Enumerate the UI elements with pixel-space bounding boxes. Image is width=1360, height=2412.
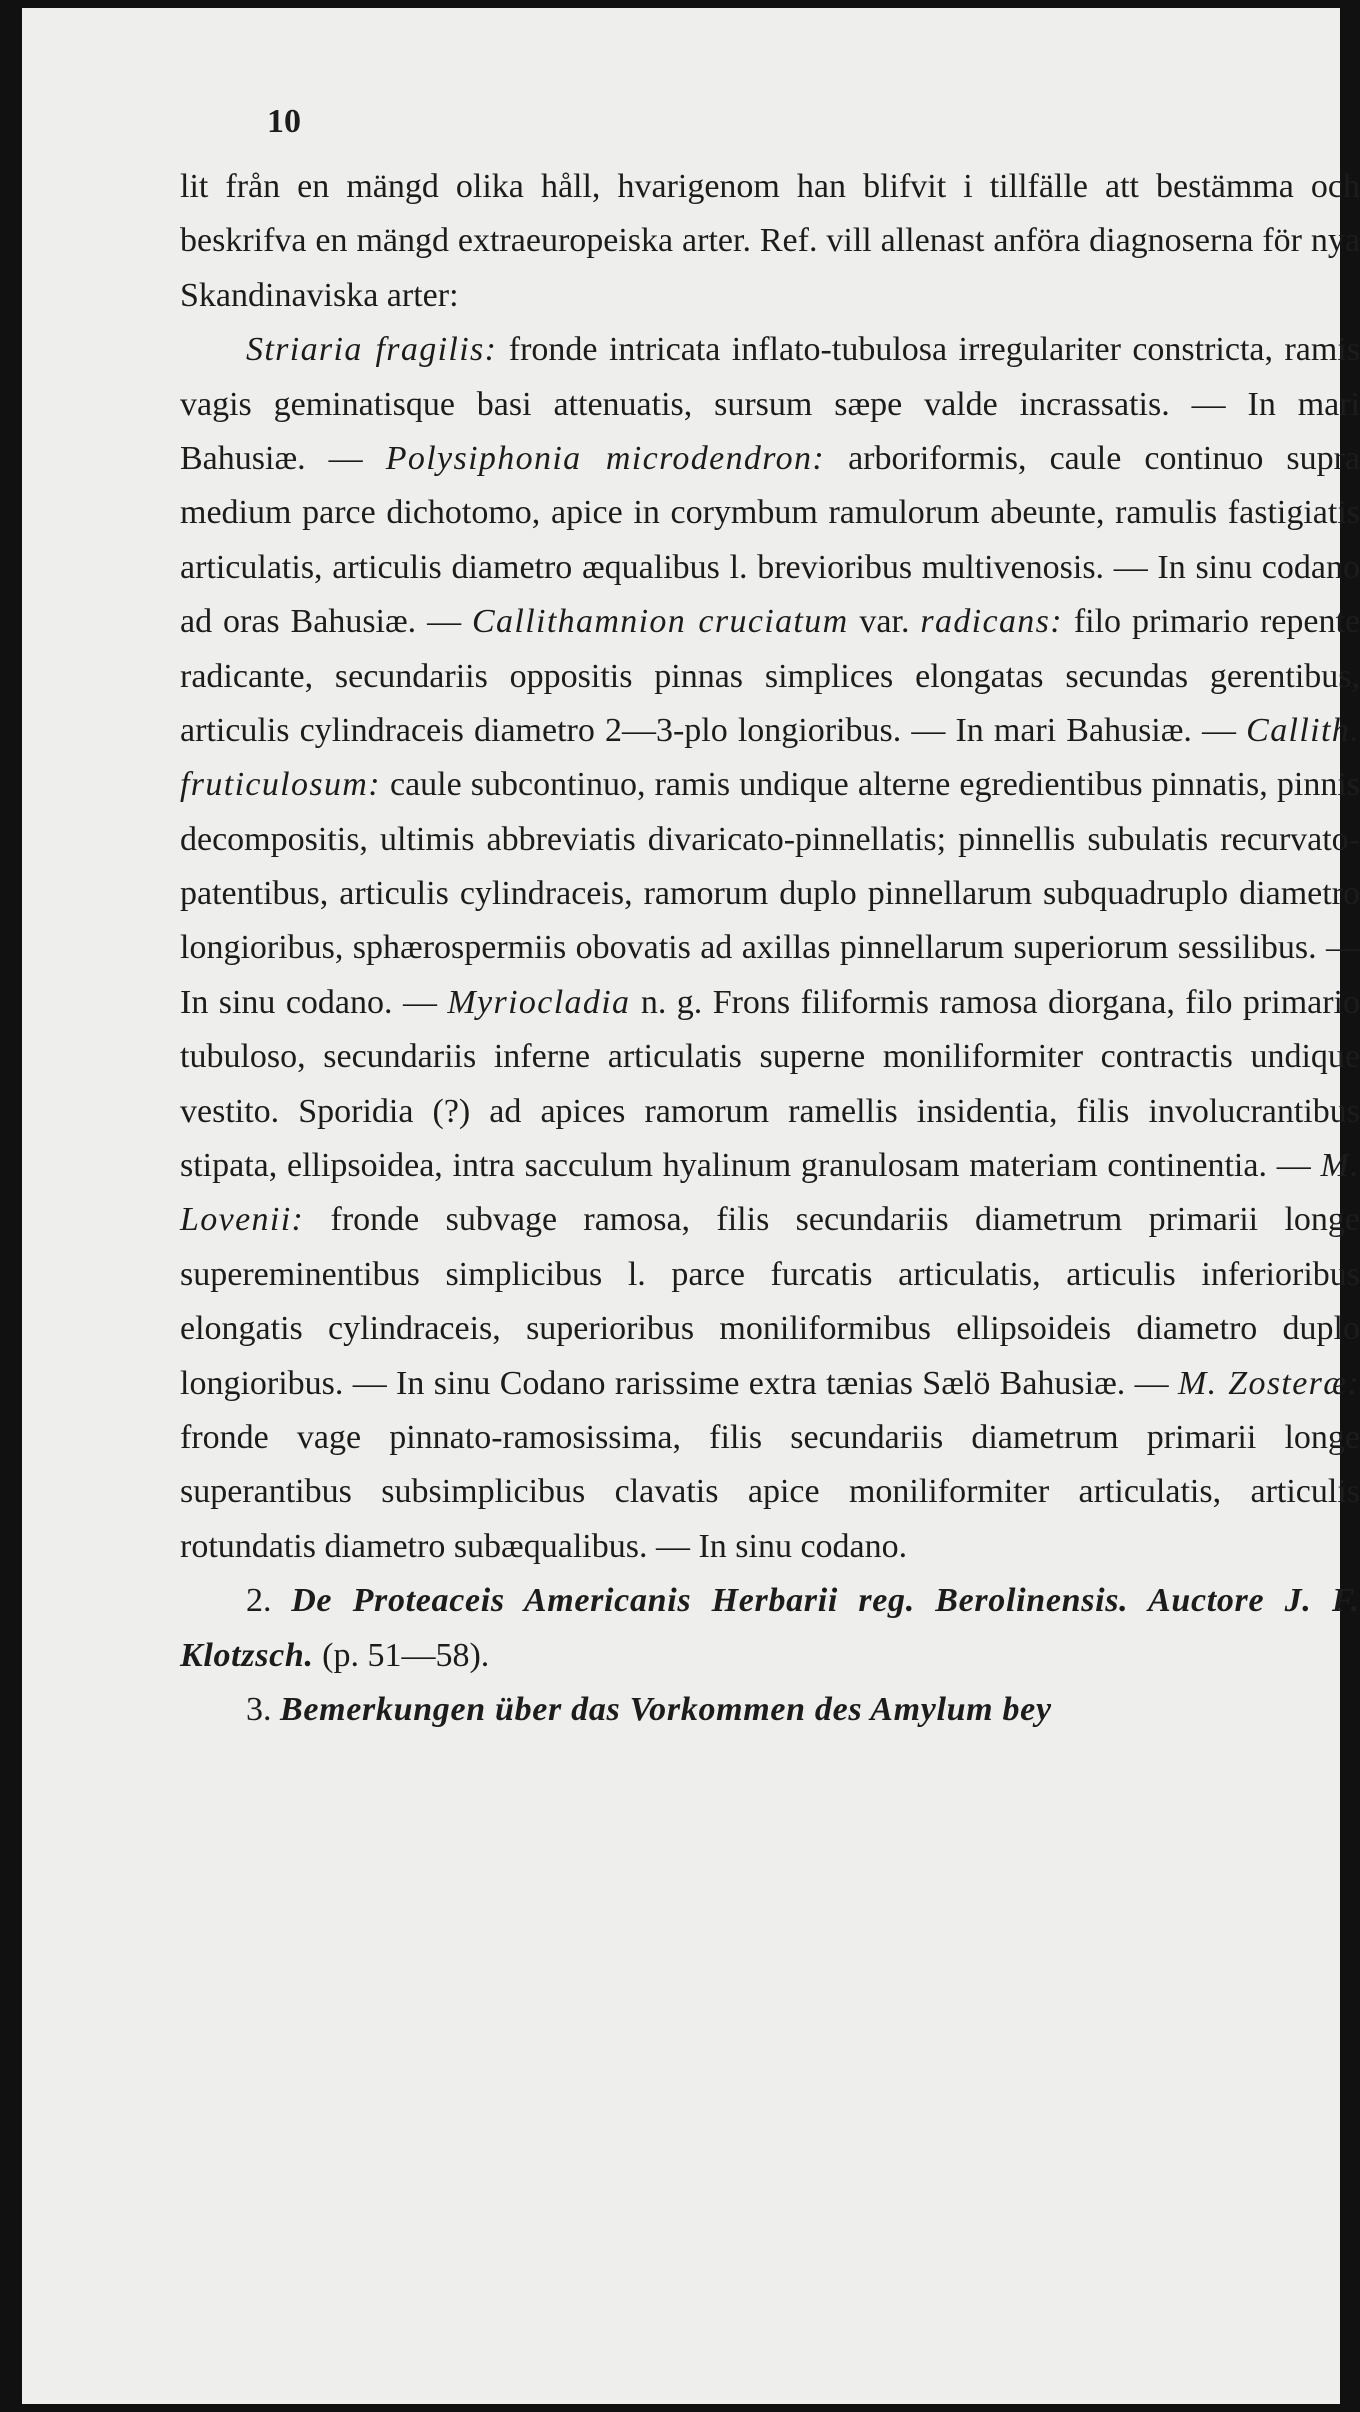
- item-number: 3.: [246, 1690, 272, 1728]
- variety-marker: var.: [848, 603, 921, 641]
- genus-diagnosis: n. g. Frons filiformis ramosa diorgana, filo primario tubuloso, secundariis inferne articulatis superne moniliformiter contractis undique vestito. Sporidia (?) ad apices ramorum ramellis insidentia, filis involucrantibus stipata, ellipsoidea, intra sacculum hyalinum granulosam materiam continentia. —: [180, 983, 1360, 1185]
- species-name: Polysiphonia microdendron:: [385, 439, 826, 477]
- item-number: 2.: [246, 1582, 272, 1620]
- species-name: M. Lovenii:: [180, 1147, 1360, 1239]
- species-diagnosis: filo primario repente radicante, secundariis oppositis pinnas simplices elongatas secundas gerentibus, articulis cylindraceis diametro 2—3-plo longioribus. — In mari Bahusiæ. —: [180, 603, 1360, 749]
- item-title: De Proteaceis Americanis Herbarii reg. Berolinensis.: [291, 1582, 1129, 1620]
- item-title: Bemerkungen über das Vorkommen des Amylum bey: [280, 1690, 1052, 1728]
- species-diagnosis: arboriformis, caule continuo supra medium parce dichotomo, apice in corymbum ramulorum abeunte, ramulis fastigiatis articulatis, articulis diametro æqualibus l. brevioribus multivenosis. — In sinu codano ad oras Bahusiæ. —: [180, 439, 1360, 641]
- list-item: [180, 1574, 1360, 1683]
- intro-text: lit från en mängd olika håll, hvarigenom han blifvit i tillfälle att bestämma och beskrifva en mängd extraeuropeiska arter. Ref. vill allenast anföra diagnoserna för nya Skandinaviska arter:: [180, 168, 1360, 314]
- species-name: Striaria fragilis:: [246, 331, 498, 369]
- page-number: 10: [267, 103, 301, 140]
- item-author: Auctore J. F. Klotzsch.: [180, 1582, 1360, 1674]
- species-name: Callithamnion cruciatum: [472, 603, 849, 641]
- item-pages: (p. 51—58).: [322, 1636, 490, 1674]
- species-name: Callith. fruticulosum:: [180, 711, 1360, 804]
- genus-name: Myriocladia: [447, 983, 631, 1021]
- variety-name: radicans:: [920, 603, 1063, 641]
- body-text: [180, 160, 1360, 1737]
- species-diagnosis: fronde subvage ramosa, filis secundariis diametrum primarii longe supereminentibus simplicibus l. parce furcatis articulatis, articulis inferioribus elongatis cylindraceis, superioribus moniliformibus ellipsoideis diametro duplo longioribus. — In sinu Codano rarissime extra tænias Sælö Bahusiæ. —: [180, 1201, 1360, 1402]
- species-diagnosis: caule subcontinuo, ramis undique alterne egredientibus pinnatis, pinnis decompositis, ultimis abbreviatis divaricato-pinnellatis; pinnellis subulatis recurvato-patentibus, articulis cylindraceis, ramorum duplo pinnellarum subquadruplo diametro longioribus, sphærospermiis obovatis ad axillas pinnellarum superiorum sessilibus. — In sinu codano. —: [180, 766, 1360, 1021]
- document-page: [22, 8, 1360, 2404]
- list-item: [180, 1683, 1360, 1737]
- species-name: M. Zosteræ:: [1177, 1364, 1360, 1402]
- species-diagnosis: fronde vage pinnato-ramosissima, filis secundariis diametrum primarii longe superantibus subsimplicibus clavatis apice moniliformiter articulatis, articulis rotundatis diametro subæqualibus. — In sinu codano.: [180, 1418, 1360, 1565]
- paragraph-species-diagnoses: [180, 160, 1360, 1574]
- species-diagnosis: fronde intricata inflato-tubulosa irregulariter constricta, ramis vagis geminatisque basi attenuatis, sursum sæpe valde incrassatis. — In mari Bahusiæ. —: [180, 331, 1360, 477]
